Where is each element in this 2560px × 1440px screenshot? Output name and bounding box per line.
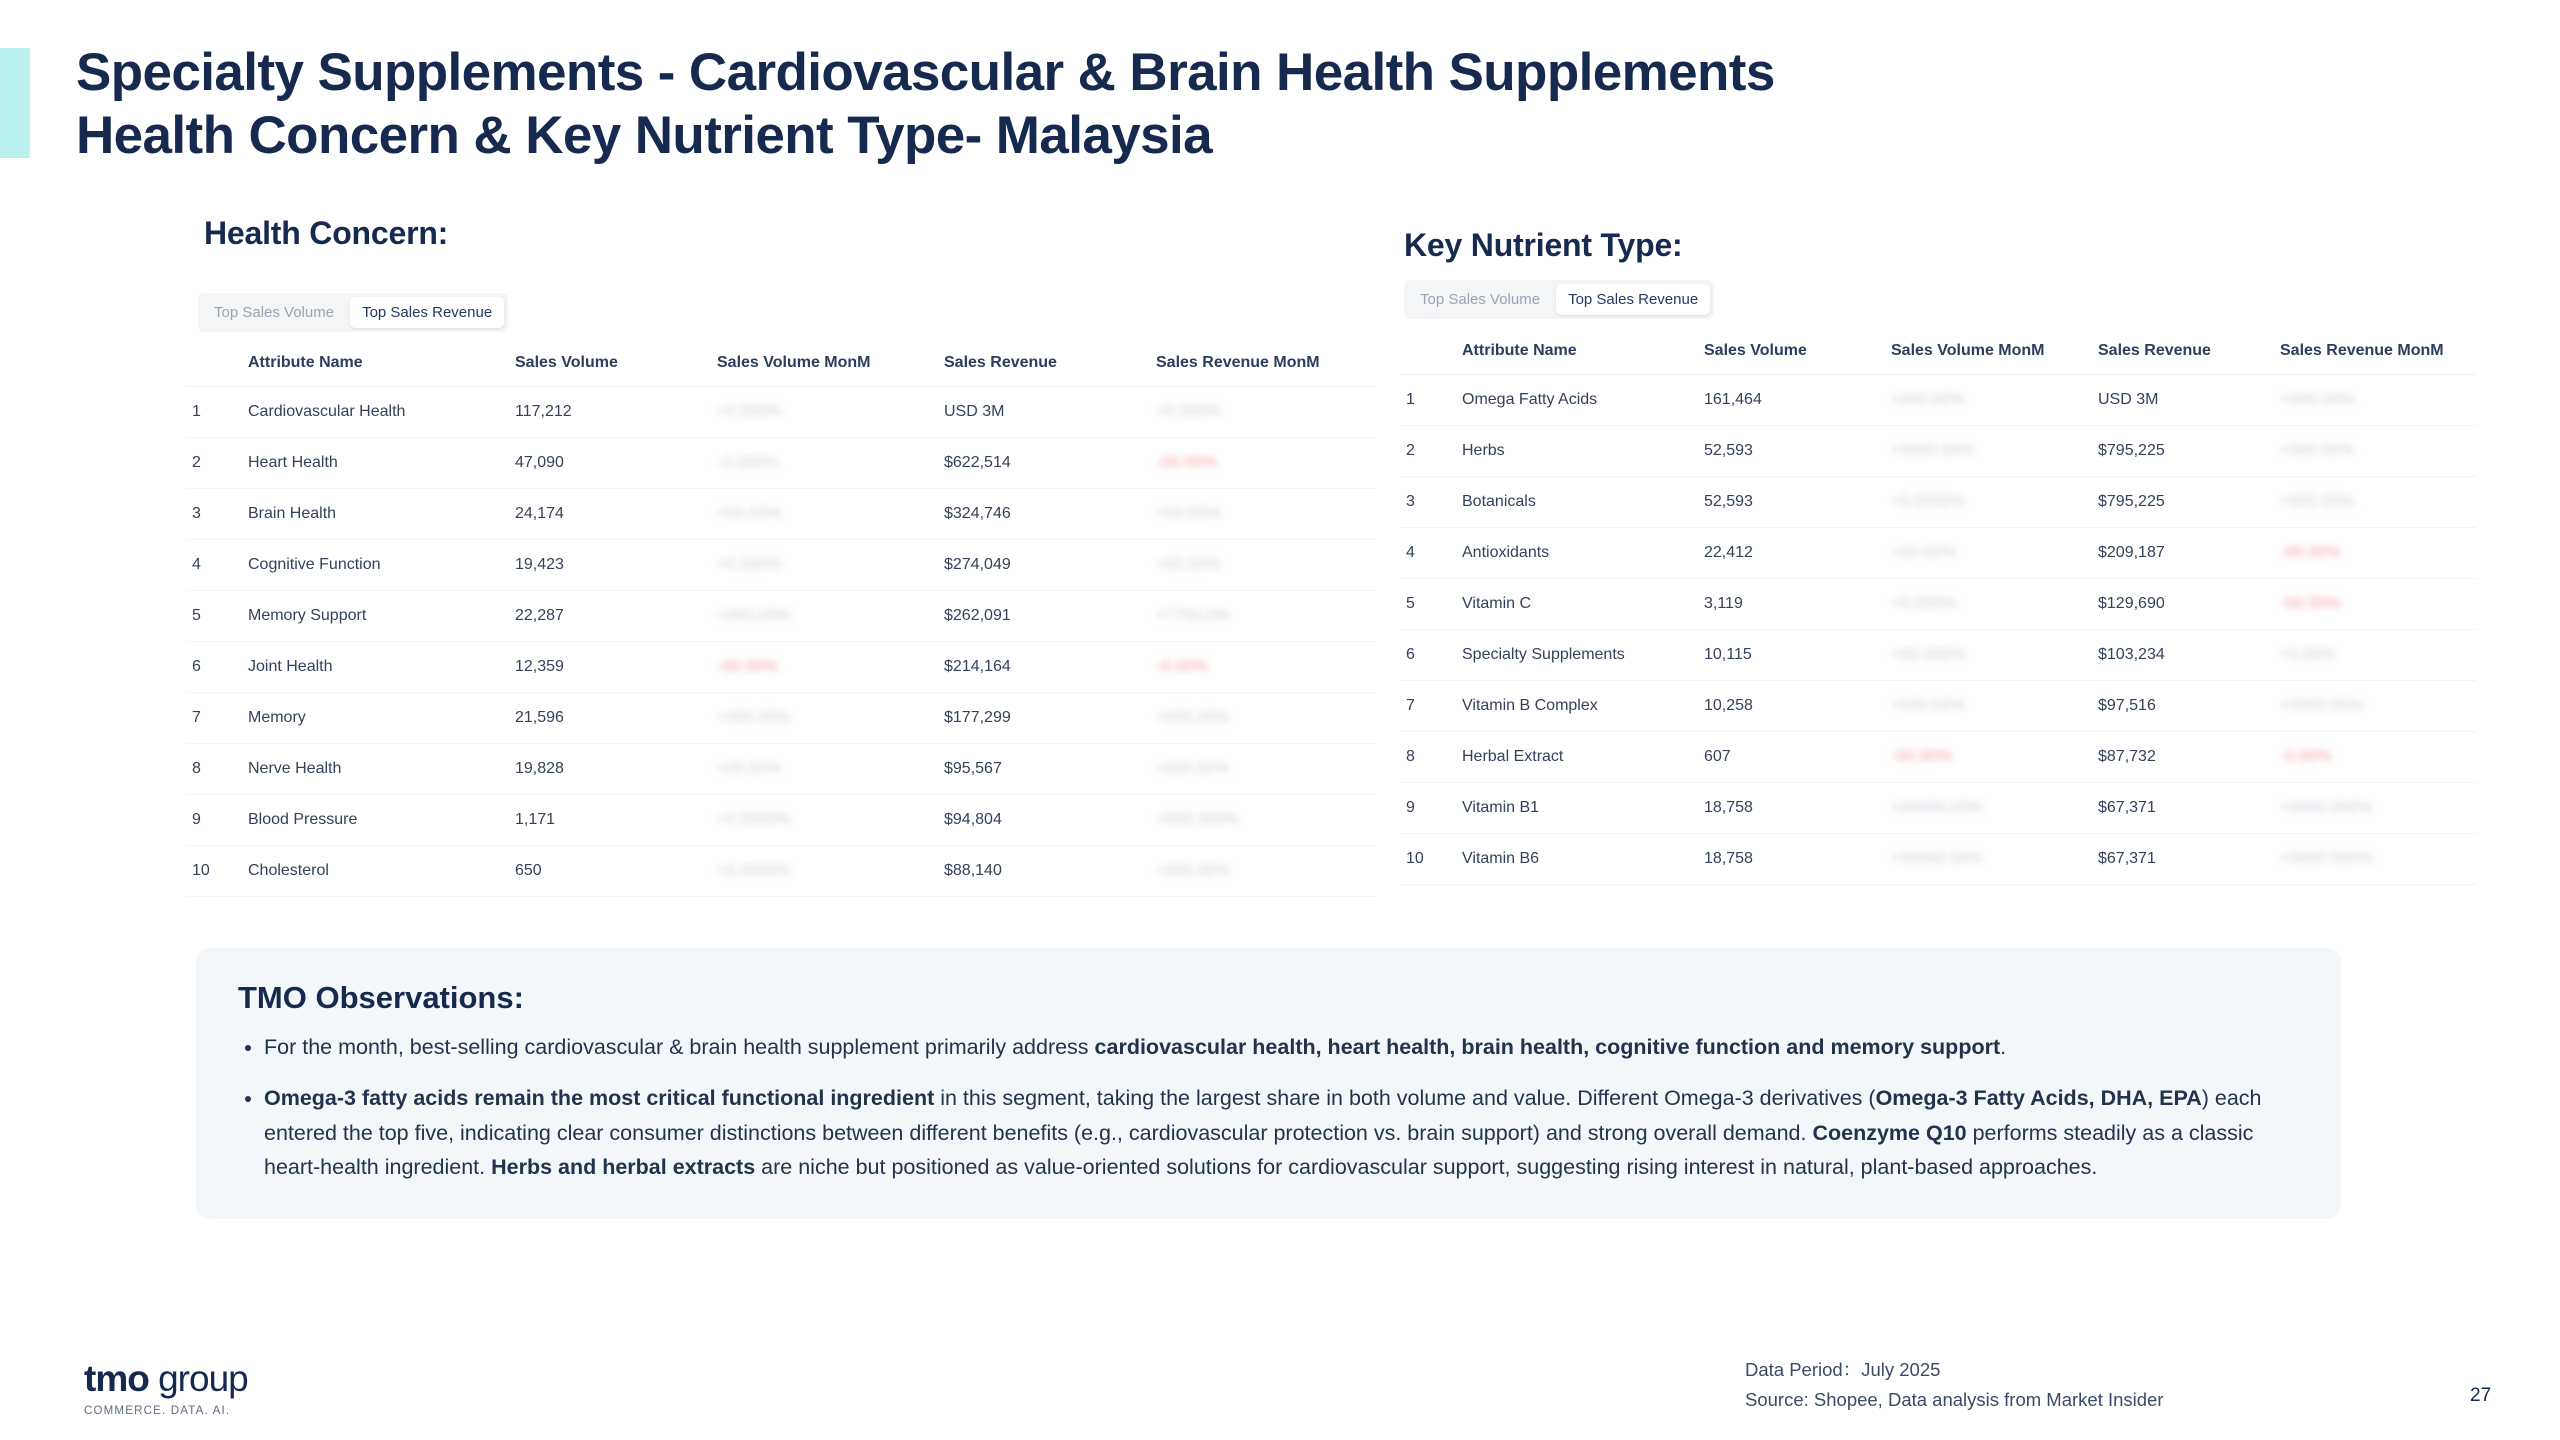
cell-revenue-mom: +0000.00% (2274, 681, 2476, 732)
table-row (186, 591, 1376, 642)
cell-revenue-mom: +000.00% (1150, 744, 1376, 795)
logo-wordmark (84, 1360, 248, 1397)
data-table (186, 340, 1376, 897)
column-header-sales-volume-monm: Sales Volume MonM (1885, 328, 2092, 375)
cell-rank: 8 (1400, 732, 1456, 783)
cell-revenue-mom: -00.00% (2274, 579, 2476, 630)
column-header-sales-revenue: Sales Revenue (938, 340, 1150, 387)
column-header-attribute-name: Attribute Name (1456, 328, 1698, 375)
cell-revenue: $103,234 (2092, 630, 2274, 681)
column-header-rank (186, 340, 242, 387)
cell-name: Vitamin C (1456, 579, 1698, 630)
cell-rank: 6 (186, 642, 242, 693)
data-period-value: July 2025 (1861, 1359, 1941, 1380)
cell-name: Vitamin B1 (1456, 783, 1698, 834)
chip-top-sales-revenue[interactable]: Top Sales Revenue (1556, 284, 1710, 315)
cell-revenue: $67,371 (2092, 834, 2274, 885)
cell-volume: 52,593 (1698, 477, 1885, 528)
cell-volume: 24,174 (509, 489, 711, 540)
cell-revenue-mom: +000.00% (2274, 375, 2476, 426)
column-header-sales-volume: Sales Volume (509, 340, 711, 387)
table-row (186, 642, 1376, 693)
table-row (1400, 579, 2476, 630)
cell-revenue: $795,225 (2092, 426, 2274, 477)
cell-name: Memory Support (242, 591, 509, 642)
cell-rank: 6 (1400, 630, 1456, 681)
column-header-sales-revenue-monm: Sales Revenue MonM (2274, 328, 2476, 375)
observations-list (238, 1030, 2299, 1185)
observation-emphasis: Herbs and herbal extracts (491, 1155, 756, 1180)
cell-revenue-mom: -0.00% (2274, 732, 2476, 783)
cell-volume: 607 (1698, 732, 1885, 783)
cell-volume-mom: -0.000% (711, 438, 938, 489)
cell-rank: 4 (186, 540, 242, 591)
cell-revenue: $177,299 (938, 693, 1150, 744)
table-row (186, 795, 1376, 846)
cell-name: Joint Health (242, 642, 509, 693)
toggle-group-key-nutrient[interactable] (1404, 280, 1714, 319)
cell-name: Specialty Supplements (1456, 630, 1698, 681)
cell-revenue-mom: +0.000% (1150, 387, 1376, 438)
cell-revenue-mom: +0.00% (2274, 630, 2476, 681)
cell-rank: 2 (186, 438, 242, 489)
table-key-nutrient (1400, 328, 2444, 885)
cell-volume: 10,115 (1698, 630, 1885, 681)
cell-name: Vitamin B6 (1456, 834, 1698, 885)
cell-volume: 22,412 (1698, 528, 1885, 579)
cell-revenue: $262,091 (938, 591, 1150, 642)
cell-volume-mom: -00.00% (711, 642, 938, 693)
logo-tagline: COMMERCE. DATA. AI. (84, 1405, 231, 1417)
cell-name: Antioxidants (1456, 528, 1698, 579)
cell-name: Heart Health (242, 438, 509, 489)
section-title-key-nutrient: Key Nutrient Type: (1404, 227, 1683, 263)
cell-volume-mom: +0.0000% (711, 795, 938, 846)
cell-volume: 12,359 (509, 642, 711, 693)
cell-revenue: $87,732 (2092, 732, 2274, 783)
cell-revenue-mom: +00.00% (1150, 540, 1376, 591)
cell-rank: 9 (186, 795, 242, 846)
cell-volume-mom: +000.00% (711, 693, 938, 744)
cell-volume-mom: +00.00% (711, 744, 938, 795)
cell-revenue: $214,164 (938, 642, 1150, 693)
cell-volume: 21,596 (509, 693, 711, 744)
table-header-row (186, 340, 1376, 387)
cell-revenue: $129,690 (2092, 579, 2274, 630)
page-title (76, 42, 2376, 167)
table-row (186, 540, 1376, 591)
cell-volume-mom: +0000.00% (1885, 426, 2092, 477)
observation-item (264, 1081, 2299, 1185)
table-row (1400, 426, 2476, 477)
cell-revenue: $795,225 (2092, 477, 2274, 528)
observation-text: . (2000, 1035, 2007, 1059)
cell-volume: 19,423 (509, 540, 711, 591)
table-row (1400, 783, 2476, 834)
observation-text: ) each entered the top five, indicating clear consumer distinctions between different benefits (e.g., cardiovascular protection vs. brain support) and strong overall demand. (264, 1085, 2262, 1145)
cell-revenue-mom: -0.00% (1150, 642, 1376, 693)
table-health-concern (186, 340, 1320, 897)
tmo-logo (84, 1360, 248, 1417)
cell-name: Nerve Health (242, 744, 509, 795)
cell-volume-mom: +000.00% (1885, 681, 2092, 732)
cell-volume: 19,828 (509, 744, 711, 795)
observation-emphasis: Omega-3 fatty acids remain the most critical functional ingredient (264, 1085, 935, 1110)
cell-name: Botanicals (1456, 477, 1698, 528)
data-period-label: Data Period： (1745, 1359, 1862, 1380)
cell-volume-mom: +00.00% (711, 489, 938, 540)
observation-text: performs steadily as a classic heart-health ingredient. (264, 1120, 2254, 1180)
cell-revenue-mom: +000.00% (2274, 477, 2476, 528)
table-row (1400, 528, 2476, 579)
chip-top-sales-volume[interactable]: Top Sales Volume (1420, 291, 1541, 308)
cell-revenue: $67,371 (2092, 783, 2274, 834)
cell-revenue: $88,140 (938, 846, 1150, 897)
observations-panel (196, 948, 2341, 1219)
source-block (1745, 1355, 2164, 1414)
table-row (1400, 681, 2476, 732)
table-row (186, 387, 1376, 438)
cell-volume-mom: -00.00% (1885, 732, 2092, 783)
cell-revenue: $97,516 (2092, 681, 2274, 732)
observation-emphasis: cardiovascular health, heart health, brain health, cognitive function and memory support (1094, 1035, 2001, 1059)
cell-volume-mom: +00000.00% (1885, 783, 2092, 834)
cell-revenue-mom: +0000.000% (2274, 834, 2476, 885)
observation-emphasis: Coenzyme Q10 (1812, 1120, 1967, 1145)
cell-volume: 52,593 (1698, 426, 1885, 477)
cell-volume: 18,758 (1698, 834, 1885, 885)
cell-name: Blood Pressure (242, 795, 509, 846)
cell-rank: 4 (1400, 528, 1456, 579)
cell-name: Cardiovascular Health (242, 387, 509, 438)
table-header-row (1400, 328, 2476, 375)
cell-revenue: USD 3M (938, 387, 1150, 438)
page-title-line-2: Health Concern & Key Nutrient Type- Malaysia (76, 105, 1212, 165)
table-row (1400, 834, 2476, 885)
column-header-sales-volume: Sales Volume (1698, 328, 1885, 375)
table-row (186, 693, 1376, 744)
cell-revenue-mom: +7700.0% (1150, 591, 1376, 642)
cell-volume-mom: +000.00% (1885, 375, 2092, 426)
cell-name: Herbs (1456, 426, 1698, 477)
cell-volume-mom: +0.000% (1885, 579, 2092, 630)
cell-rank: 1 (1400, 375, 1456, 426)
column-header-sales-revenue-monm: Sales Revenue MonM (1150, 340, 1376, 387)
cell-volume: 47,090 (509, 438, 711, 489)
table-row (1400, 477, 2476, 528)
observation-text: in this segment, taking the largest share in both volume and value. Different Omega-3 derivatives ( (934, 1085, 1876, 1110)
cell-rank: 9 (1400, 783, 1456, 834)
cell-revenue-mom: +000.00% (1150, 846, 1376, 897)
cell-rank: 10 (1400, 834, 1456, 885)
cell-revenue-mom: +00.00% (1150, 489, 1376, 540)
cell-revenue: $94,804 (938, 795, 1150, 846)
cell-name: Brain Health (242, 489, 509, 540)
table-row (1400, 732, 2476, 783)
cell-revenue-mom: +000.00% (2274, 426, 2476, 477)
observation-emphasis: Omega-3 Fatty Acids, DHA, EPA (1875, 1085, 2202, 1110)
cell-revenue: $209,187 (2092, 528, 2274, 579)
cell-rank: 2 (1400, 426, 1456, 477)
cell-revenue: USD 3M (2092, 375, 2274, 426)
column-header-rank (1400, 328, 1456, 375)
cell-rank: 5 (1400, 579, 1456, 630)
cell-rank: 5 (186, 591, 242, 642)
cell-volume-mom: +00.000% (1885, 630, 2092, 681)
cell-volume-mom: +000.00% (711, 591, 938, 642)
table-row (1400, 630, 2476, 681)
cell-name: Vitamin B Complex (1456, 681, 1698, 732)
table-row (186, 489, 1376, 540)
cell-volume-mom: +00.00% (1885, 528, 2092, 579)
cell-rank: 10 (186, 846, 242, 897)
cell-volume: 161,464 (1698, 375, 1885, 426)
logo-name: tmo (84, 1358, 149, 1399)
cell-volume: 18,758 (1698, 783, 1885, 834)
cell-name: Cognitive Function (242, 540, 509, 591)
cell-revenue: $324,746 (938, 489, 1150, 540)
cell-revenue-mom: +0000.000% (2274, 783, 2476, 834)
cell-volume-mom: +0.000% (711, 387, 938, 438)
cell-revenue: $95,567 (938, 744, 1150, 795)
column-header-sales-volume-monm: Sales Volume MonM (711, 340, 938, 387)
cell-volume: 22,287 (509, 591, 711, 642)
cell-rank: 7 (1400, 681, 1456, 732)
cell-name: Cholesterol (242, 846, 509, 897)
column-header-attribute-name: Attribute Name (242, 340, 509, 387)
data-table (1400, 328, 2476, 885)
chip-top-sales-volume[interactable]: Top Sales Volume (214, 304, 335, 321)
cell-revenue: $274,049 (938, 540, 1150, 591)
cell-rank: 3 (186, 489, 242, 540)
table-row (186, 438, 1376, 489)
cell-revenue-mom: +000.00% (1150, 693, 1376, 744)
cell-volume: 3,119 (1698, 579, 1885, 630)
observation-text: are niche but positioned as value-oriented solutions for cardiovascular support, suggesting rising interest in natural, plant-based approaches. (755, 1155, 2098, 1180)
cell-volume-mom: +0.0000% (1885, 477, 2092, 528)
cell-volume: 10,258 (1698, 681, 1885, 732)
data-period (1745, 1355, 2164, 1385)
cell-volume: 650 (509, 846, 711, 897)
logo-suffix: group (158, 1358, 248, 1399)
page-number: 27 (2470, 1385, 2492, 1406)
table-row (186, 744, 1376, 795)
source-text: Source: Shopee, Data analysis from Market Insider (1745, 1388, 2164, 1410)
cell-volume: 1,171 (509, 795, 711, 846)
cell-volume: 117,212 (509, 387, 711, 438)
page-title-line-1: Specialty Supplements - Cardiovascular & Brain Health Supplements (76, 43, 1775, 102)
cell-rank: 1 (186, 387, 242, 438)
cell-rank: 8 (186, 744, 242, 795)
observation-item (264, 1030, 2299, 1065)
cell-revenue-mom: -00.00% (2274, 528, 2476, 579)
cell-rank: 3 (1400, 477, 1456, 528)
table-row (1400, 375, 2476, 426)
accent-bar (0, 48, 30, 158)
cell-name: Omega Fatty Acids (1456, 375, 1698, 426)
table-row (186, 846, 1376, 897)
cell-name: Herbal Extract (1456, 732, 1698, 783)
cell-revenue: $622,514 (938, 438, 1150, 489)
cell-volume-mom: +0.0000% (711, 846, 938, 897)
observations-title: TMO Observations: (238, 980, 524, 1015)
cell-rank: 7 (186, 693, 242, 744)
toggle-group-health-concern[interactable] (198, 293, 508, 332)
section-title-health-concern: Health Concern: (204, 215, 449, 251)
column-header-sales-revenue: Sales Revenue (2092, 328, 2274, 375)
cell-revenue-mom: -00.00% (1150, 438, 1376, 489)
observation-text: For the month, best-selling cardiovascular & brain health supplement primarily address (264, 1035, 1095, 1059)
chip-top-sales-revenue[interactable]: Top Sales Revenue (350, 297, 504, 328)
cell-name: Memory (242, 693, 509, 744)
cell-volume-mom: +0.000% (711, 540, 938, 591)
cell-volume-mom: +00000.00% (1885, 834, 2092, 885)
cell-revenue-mom: +000.000% (1150, 795, 1376, 846)
